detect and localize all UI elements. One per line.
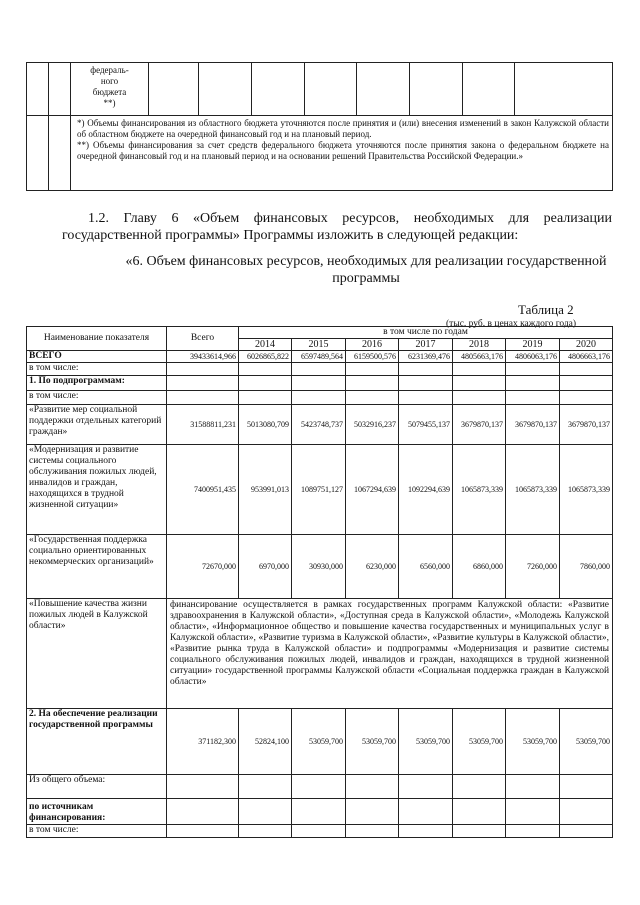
row-value: 3679870,137 (560, 405, 613, 445)
empty-cell (453, 775, 506, 799)
row-label: по источникам финансирования: (27, 799, 167, 825)
table-row (27, 445, 613, 535)
source-federal-budget: федераль- ного бюджета **) (71, 63, 149, 116)
empty-cell (239, 825, 292, 838)
empty-cell (560, 775, 613, 799)
empty-cell (167, 391, 239, 405)
row-value: 53059,700 (399, 709, 453, 775)
row-value: 953991,013 (239, 445, 292, 535)
empty-cell (506, 825, 560, 838)
empty-cell (346, 376, 399, 391)
empty-cell (239, 775, 292, 799)
empty-cell (239, 376, 292, 391)
empty-cell (453, 391, 506, 405)
empty-cell (292, 775, 346, 799)
empty-cell (292, 376, 346, 391)
empty-cell (346, 825, 399, 838)
empty-cell (560, 391, 613, 405)
empty-cell (506, 363, 560, 376)
table-row (27, 391, 613, 405)
row-value: 5013080,709 (239, 405, 292, 445)
row-label: 2. На обеспечение реализации государственной программы (27, 709, 167, 775)
empty-cell (453, 363, 506, 376)
empty-cell (167, 376, 239, 391)
table-row (27, 405, 613, 445)
row-value: 6560,000 (399, 535, 453, 599)
row-value: 1065873,339 (560, 445, 613, 535)
empty-cell (292, 363, 346, 376)
empty-cell (27, 63, 49, 116)
empty-cell (292, 799, 346, 825)
table-row (27, 709, 613, 775)
table-row (27, 599, 613, 709)
empty-cell (49, 63, 71, 116)
empty-cell (292, 825, 346, 838)
header-years-group: в том числе по годам (239, 327, 613, 339)
row-label: в том числе: (27, 391, 167, 405)
row-value: 30930,000 (292, 535, 346, 599)
empty-cell (252, 63, 305, 116)
empty-cell (292, 391, 346, 405)
empty-cell (399, 391, 453, 405)
empty-cell (346, 363, 399, 376)
empty-cell (199, 63, 252, 116)
empty-cell (506, 775, 560, 799)
empty-cell (560, 825, 613, 838)
empty-cell (463, 63, 515, 116)
row-label: «Модернизация и развитие системы социального обслуживания пожилых людей, инвалидов и граждан, находящихся в трудной жизненной ситуации» (27, 445, 167, 535)
row-label: Из общего объема: (27, 775, 167, 799)
empty-cell (305, 63, 357, 116)
row-value: 52824,100 (239, 709, 292, 775)
table-row (27, 376, 613, 391)
row-label: «Повышение качества жизни пожилых людей в Калужской области» (27, 599, 167, 709)
footnote-federal: **) Объемы финансирования за счет средств федерального бюджета уточняются после принятия закона о федеральном бюджете на очередной финансовый год и на плановый период и на основании решений Правительства Российской Федерации.» (77, 140, 609, 161)
row-label: «Государственная поддержка социально ориентированных некоммерческих организаций» (27, 535, 167, 599)
row-value: 4805663,176 (453, 351, 506, 363)
empty-cell (560, 799, 613, 825)
row-value: 3679870,137 (453, 405, 506, 445)
row-value: 53059,700 (453, 709, 506, 775)
empty-cell (239, 391, 292, 405)
empty-cell (453, 376, 506, 391)
empty-cell (399, 825, 453, 838)
year-header: 2016 (346, 339, 399, 351)
empty-cell (560, 363, 613, 376)
row-total: 39433614,966 (167, 351, 239, 363)
row-value: 6231369,476 (399, 351, 453, 363)
year-header: 2019 (506, 339, 560, 351)
row-label: «Развитие мер социальной поддержки отдельных категорий граждан» (27, 405, 167, 445)
table-row (27, 799, 613, 825)
table-row (27, 775, 613, 799)
row-value: 4806063,176 (506, 351, 560, 363)
empty-cell (27, 116, 49, 191)
row-value: 5423748,737 (292, 405, 346, 445)
table-row (27, 535, 613, 599)
row-total: 7400951,435 (167, 445, 239, 535)
empty-cell (239, 799, 292, 825)
row-value: 1065873,339 (506, 445, 560, 535)
row-total: 72670,000 (167, 535, 239, 599)
empty-cell (515, 63, 613, 116)
empty-cell (560, 376, 613, 391)
row-value: 53059,700 (346, 709, 399, 775)
row-value: 1067294,639 (346, 445, 399, 535)
header-total: Всего (167, 327, 239, 351)
row-value: 3679870,137 (506, 405, 560, 445)
empty-cell (399, 775, 453, 799)
financing-table (26, 326, 613, 838)
table-caption: Таблица 2 (518, 302, 574, 317)
empty-cell (453, 799, 506, 825)
empty-cell (167, 775, 239, 799)
row-value: 4806663,176 (560, 351, 613, 363)
row-value: 6026865,822 (239, 351, 292, 363)
row-value: 1092294,639 (399, 445, 453, 535)
table-row (27, 351, 613, 363)
empty-cell (399, 376, 453, 391)
table-row (27, 363, 613, 376)
empty-cell (167, 825, 239, 838)
empty-cell (506, 376, 560, 391)
row-total: 31588811,231 (167, 405, 239, 445)
year-header: 2018 (453, 339, 506, 351)
row-value: 5079455,137 (399, 405, 453, 445)
empty-cell (357, 63, 410, 116)
row-value: 7260,000 (506, 535, 560, 599)
row-total: 371182,300 (167, 709, 239, 775)
year-header: 2015 (292, 339, 346, 351)
financing-note: финансирование осуществляется в рамках государственных программ Калужской области: «Развитие здравоохранения в Калужской области», «Доступная среда в Калужской области», «Молодежь Калужской области», «Информационное общество и повышение качества государственных и муниципальных услуг в Калужской области», «Развитие туризма в Калужской области», «Развитие культуры в Калужской области», «Развитие рынка труда в Калужской области» и подпрограммы «Модернизация и развитие системы социального обслуживания пожилых людей, инвалидов и граждан, находящихся в трудной жизненной ситуации» государственной программы Калужской области «Социальная поддержка граждан в Калужской области» (167, 599, 613, 709)
year-header: 2020 (560, 339, 613, 351)
empty-cell (399, 799, 453, 825)
top-continuation-table (26, 62, 613, 191)
row-value: 6159500,576 (346, 351, 399, 363)
year-header: 2014 (239, 339, 292, 351)
footnotes-cell (71, 116, 613, 191)
row-value: 7860,000 (560, 535, 613, 599)
empty-cell (506, 391, 560, 405)
row-label: ВСЕГО (27, 351, 167, 363)
row-label: в том числе: (27, 825, 167, 838)
empty-cell (239, 363, 292, 376)
empty-cell (346, 391, 399, 405)
paragraph-1-2: 1.2. Главу 6 «Объем финансовых ресурсов, необходимых для реализации государственной программы» Программы изложить в следующей редакции: (62, 211, 612, 243)
header-name: Наименование показателя (27, 327, 167, 351)
row-value: 53059,700 (292, 709, 346, 775)
row-value: 6970,000 (239, 535, 292, 599)
section-6-title: «6. Объем финансовых ресурсов, необходимых для реализации государственной программы (125, 254, 607, 286)
row-label: в том числе: (27, 363, 167, 376)
row-value: 53059,700 (560, 709, 613, 775)
row-label: 1. По подпрограммам: (27, 376, 167, 391)
empty-cell (149, 63, 199, 116)
footnote-regional: *) Объемы финансирования из областного бюджета уточняются после принятия и (или) внесения изменений в закон Калужской области об областном бюджете на очередной финансовый год и на плановый период. (77, 118, 609, 139)
empty-cell (167, 799, 239, 825)
row-value: 53059,700 (506, 709, 560, 775)
row-value: 5032916,237 (346, 405, 399, 445)
table-row (27, 825, 613, 838)
year-header: 2017 (399, 339, 453, 351)
table-units: (тыс. руб. в ценах каждого года) (446, 319, 577, 329)
row-value: 6597489,564 (292, 351, 346, 363)
empty-cell (453, 825, 506, 838)
row-value: 1065873,339 (453, 445, 506, 535)
row-value: 6860,000 (453, 535, 506, 599)
empty-cell (399, 363, 453, 376)
row-value: 6230,000 (346, 535, 399, 599)
empty-cell (410, 63, 463, 116)
empty-cell (346, 775, 399, 799)
empty-cell (167, 363, 239, 376)
empty-cell (346, 799, 399, 825)
empty-cell (506, 799, 560, 825)
row-value: 1089751,127 (292, 445, 346, 535)
empty-cell (49, 116, 71, 191)
